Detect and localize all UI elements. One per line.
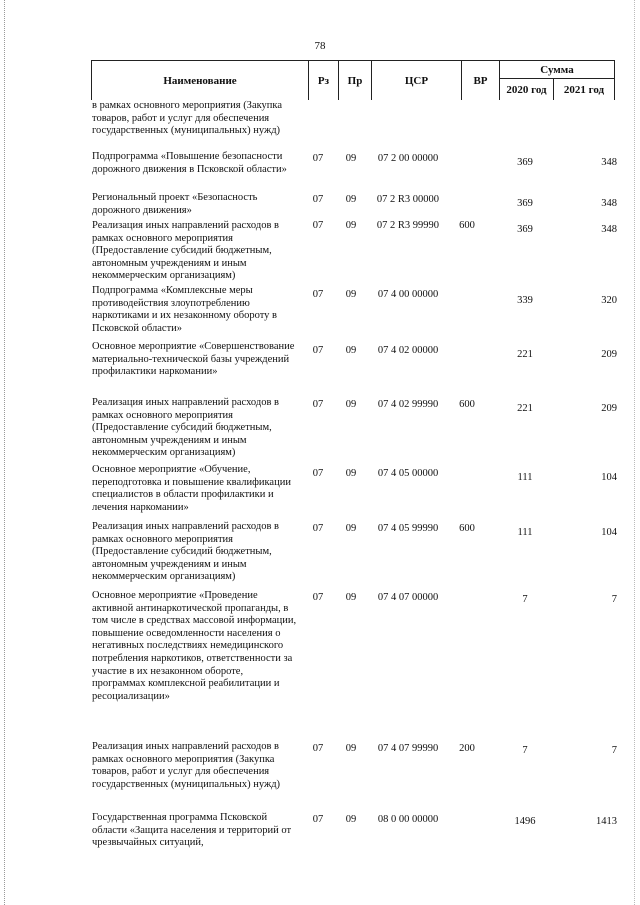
row-sum-2020: 111 [517, 472, 533, 483]
row-pr: 09 [345, 468, 357, 479]
row-pr: 09 [345, 399, 357, 410]
row-sum-2021: 348 [601, 157, 617, 168]
header-vr: ВР [461, 60, 499, 100]
row-sum-2020: 339 [517, 295, 533, 306]
row-name: Реализация иных направлений расходов в рамках основного мероприятия (Предоставление субсидий бюджетным, автономным учреждениям и иным некоммерческим организациям) [92, 220, 280, 282]
row-name: в рамках основного мероприятия (Закупка товаров, работ и услуг для обеспечения государственных (муниципальных) нужд) [92, 100, 283, 137]
row-rz: 07 [312, 523, 324, 534]
row-pr: 09 [345, 220, 357, 231]
row-pr: 09 [345, 289, 357, 300]
row-csr: 07 2 00 00000 [377, 153, 439, 164]
row-csr: 07 2 R3 99990 [376, 220, 440, 231]
row-vr: 600 [459, 523, 475, 534]
row-csr: 07 2 R3 00000 [376, 194, 440, 205]
row-csr: 07 4 00 00000 [377, 289, 439, 300]
row-pr: 09 [345, 523, 357, 534]
row-sum-2020: 111 [517, 527, 533, 538]
row-sum-2021: 7 [611, 745, 617, 756]
row-csr: 07 4 05 99990 [377, 523, 439, 534]
row-sum-2021: 1413 [596, 816, 617, 827]
row-vr: 600 [459, 399, 475, 410]
row-name: Реализация иных направлений расходов в рамках основного мероприятия (Предоставление субсидий бюджетным, автономным учреждениям и иным некоммерческим организациям) [92, 397, 280, 459]
row-rz: 07 [312, 153, 324, 164]
table-header [91, 60, 615, 100]
row-sum-2020: 7 [522, 594, 528, 605]
row-rz: 07 [312, 289, 324, 300]
page-number: 78 [314, 40, 326, 52]
row-rz: 07 [312, 399, 324, 410]
row-sum-2021: 104 [601, 527, 617, 538]
row-sum-2020: 1496 [514, 816, 536, 827]
header-2020: 2020 год [499, 78, 553, 100]
left-margin-line [4, 0, 5, 905]
row-csr: 07 4 02 99990 [377, 399, 439, 410]
row-sum-2021: 209 [601, 403, 617, 414]
row-vr: 200 [459, 743, 475, 754]
row-csr: 07 4 07 99990 [377, 743, 439, 754]
row-sum-2021: 104 [601, 472, 617, 483]
row-name: Подпрограмма «Комплексные меры противодействия злоупотреблению наркотиками и их незаконному обороту в Псковской области» [92, 285, 277, 334]
row-name: Подпрограмма «Повышение безопасности дорожного движения в Псковской области» [92, 151, 287, 175]
row-csr: 07 4 05 00000 [377, 468, 439, 479]
row-rz: 07 [312, 814, 324, 825]
right-margin-line [634, 0, 635, 905]
row-pr: 09 [345, 345, 357, 356]
row-rz: 07 [312, 592, 324, 603]
row-csr: 08 0 00 00000 [377, 814, 439, 825]
row-sum-2020: 221 [517, 349, 533, 360]
row-rz: 07 [312, 345, 324, 356]
header-name: Наименование [91, 60, 308, 100]
row-sum-2020: 7 [522, 745, 528, 756]
row-rz: 07 [312, 220, 324, 231]
row-sum-2020: 369 [517, 157, 533, 168]
row-sum-2021: 7 [611, 594, 617, 605]
row-sum-2021: 320 [601, 295, 617, 306]
row-name: Основное мероприятие «Проведение активной антинаркотической пропаганды, в том числе в средствах массовой информации, повышение осведомленности населения о негативных последствиях немедицинского потребления наркотиков, ответственности за участие в их незаконном обороте, программах комплексной реабилитации и ресоциализации» [92, 590, 297, 702]
row-name: Государственная программа Псковской области «Защита населения и территорий от чрезвычайных ситуаций, [92, 812, 292, 849]
row-sum-2020: 369 [517, 224, 533, 235]
row-sum-2021: 209 [601, 349, 617, 360]
row-pr: 09 [345, 743, 357, 754]
row-csr: 07 4 07 00000 [377, 592, 439, 603]
row-pr: 09 [345, 194, 357, 205]
row-rz: 07 [312, 743, 324, 754]
row-sum-2020: 369 [517, 198, 533, 209]
row-rz: 07 [312, 468, 324, 479]
row-pr: 09 [345, 814, 357, 825]
row-name: Реализация иных направлений расходов в рамках основного мероприятия (Предоставление субсидий бюджетным, автономным учреждениям и иным некоммерческим организациям) [92, 521, 280, 583]
row-rz: 07 [312, 194, 324, 205]
row-pr: 09 [345, 153, 357, 164]
header-csr: ЦСР [371, 60, 461, 100]
row-name: Основное мероприятие «Совершенствование материально-технической базы учреждений профилактики наркомании» [92, 341, 295, 378]
header-rz: Рз [308, 60, 338, 100]
header-pr: Пр [338, 60, 371, 100]
row-sum-2020: 221 [517, 403, 533, 414]
header-sum: Сумма [499, 60, 615, 78]
row-name: Основное мероприятие «Обучение, переподготовка и повышение квалификации специалистов в области профилактики и лечения наркомании» [92, 464, 291, 513]
row-csr: 07 4 02 00000 [377, 345, 439, 356]
row-sum-2021: 348 [601, 198, 617, 209]
row-name: Реализация иных направлений расходов в рамках основного мероприятия (Закупка товаров, работ и услуг для обеспечения государственных (муниципальных) нужд) [92, 741, 281, 790]
row-vr: 600 [459, 220, 475, 231]
row-pr: 09 [345, 592, 357, 603]
header-2021: 2021 год [553, 78, 615, 100]
row-name: Региональный проект «Безопасность дорожного движения» [92, 192, 258, 216]
row-sum-2021: 348 [601, 224, 617, 235]
